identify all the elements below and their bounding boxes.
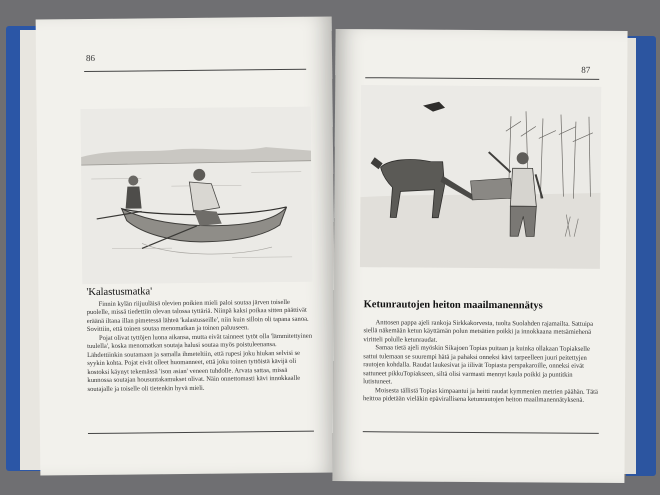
paragraph: Anttosen pappa ajeli rankoja Sirkkakorvesta, tuolta Suolahden rajamailta. Sattuipa siellä näkemään ketun käyttämän polun metsätien poikki ja innokkaana metsämiehenä viritteli polulle ketunraudat. — [363, 319, 594, 344]
story-heading: 'Kalastusmatka' — [86, 286, 153, 299]
story-text — [87, 299, 314, 394]
paragraph: Pojat olivat tyttöjen luona aikansa, mutta eivät tainneet tytöt olla 'lämmitettyinen tuulella', koska menomatkan soutaja halusi soutaa myös poistuleenansa. Lähdettiinkin soutamaan ja samalla ihmeteltiin, että rupesi joku hiukan selvisi se syykin kohta. Pojat eivät olleet huomanneet, että joku toinen tyttöistä kävijä oli kostoksi käynyt tekemässä 'ison asian' veneen tuhdolle. Arvata sattaa, missä kunnossa soutajan housuntakamukset olivat. Näin onnettomasti kävi innokkaalle soutajalle ja toiselle oli tietenkin hyvä mieli. — [87, 332, 313, 393]
paragraph: Samaa tietä ajeli myöskin Sikajoen Topias puitaan ja kuinka ollakaan Topiakselle sattui tulemaan se suurempi hätä ja pahaksi onneksi kävi tarpeelleen juuri peitettyjen rautojen kohdalla. Raudat laukesivat ja iilivät Topiasta perspakaroille, onneksi eivät sattuneet pikkuTopiakseen, siltä olisi varmasti mennyt kaula poikki ja puntitkin lutistuneet. — [363, 344, 590, 386]
header-rule — [365, 77, 599, 80]
trap-throw-illustration — [360, 85, 601, 269]
footer-rule — [363, 431, 599, 434]
page-number: 87 — [581, 64, 591, 75]
story-text — [363, 319, 600, 405]
left-page — [36, 16, 337, 475]
right-page — [332, 29, 627, 483]
header-rule — [84, 69, 306, 72]
paragraph: Moisesta tällistä Topias kimpaantui ja heitti raudat kymmenien metrien päähän. Tätä heittoa pidetään vieläkin epävirallisena ketunrautojen heiton maailmanennätyksenä. — [362, 386, 598, 404]
page-number: 86 — [85, 52, 96, 64]
paragraph: Finnin kylän riijuuläisä olevien poikien mieli paloi soutaa järven toiselle puolelle, missä tiedettiin olevan talossa tyttäriä. Niinpä kaksi poikaa sitten päättivät eräänä iltana illan pimetessä lähteä 'kalastusseille', niin kuin silloin oli tapana sanoa. Sovittiin, että toinen soutaa menomatkan ja toinen paluuseen. — [86, 298, 309, 334]
rowboat-illustration — [81, 107, 313, 284]
story-heading: Ketunrautojen heiton maailmanennätys — [363, 299, 543, 312]
footer-rule — [88, 431, 314, 434]
